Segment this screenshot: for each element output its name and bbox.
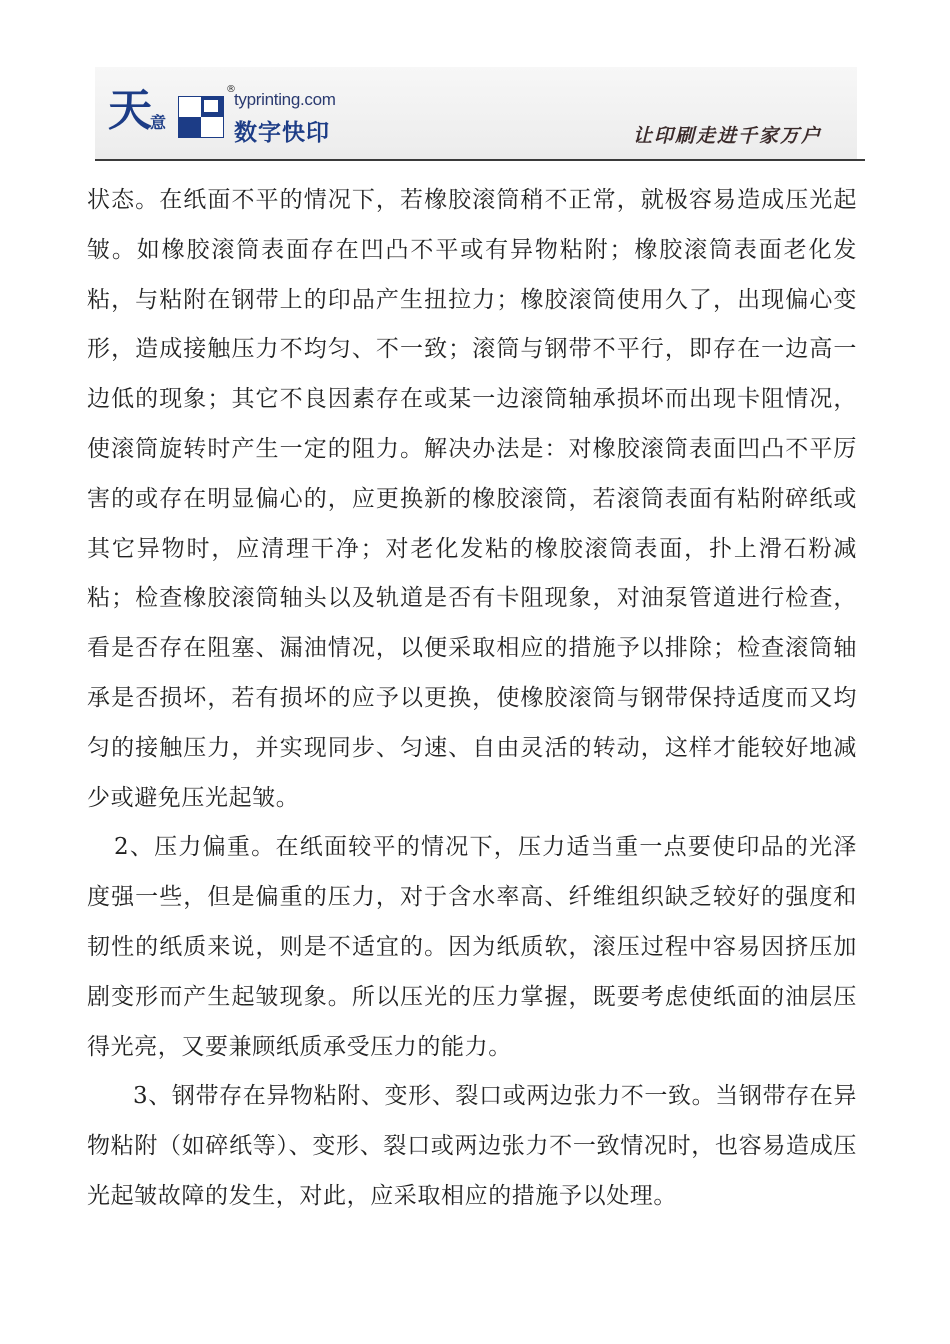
logo-url-text: typrinting.com <box>234 90 336 109</box>
registered-mark: ® <box>226 84 236 95</box>
body-paragraph: 2、压力偏重。在纸面较平的情况下，压力适当重一点要使印品的光泽度强一些，但是偏重的压力，对于含水率高、纤维组织缺乏较好的强度和韧性的纸质来说，则是不适宜的。因为纸质软，滚压过程中容易因挤压加剧变形而产生起皱现象。所以压光的压力掌握，既要考虑使纸面的油层压得光亮，又要兼顾纸质承受压力的能力。 <box>87 834 857 1060</box>
logo-checker-icon <box>178 96 224 138</box>
header-slogan: 让印刷走进千家万户 <box>633 125 823 147</box>
logo-yi-glyph: 意 <box>150 113 167 132</box>
body-paragraph: 状态。在纸面不平的情况下，若橡胶滚筒稍不正常，就极容易造成压光起皱。如橡胶滚筒表面存在凹凸不平或有异物粘附；橡胶滚筒表面老化发粘，与粘附在钢带上的印品产生扭拉力；橡胶滚筒使用久了，出现偏心变形，造成接触压力不均匀、不一致；滚筒与钢带不平行，即存在一边高一边低的现象；其它不良因素存在或某一边滚筒轴承损坏而出现卡阻情况，使滚筒旋转时产生一定的阻力。解决办法是：对橡胶滚筒表面凹凸不平厉害的或存在明显偏心的，应更换新的橡胶滚筒，若滚筒表面有粘附碎纸或其它异物时，应清理干净；对老化发粘的橡胶滚筒表面，扑上滑石粉减粘；检查橡胶滚筒轴头以及轨道是否有卡阻现象，对油泵管道进行检查，看是否存在阻塞、漏油情况，以便采取相应的措施予以排除；检查滚筒轴承是否损坏，若有损坏的应予以更换，使橡胶滚筒与钢带保持适度而又均匀的接触压力，并实现同步、匀速、自由灵活的转动，这样才能较好地减少或避免压光起皱。 <box>87 187 857 811</box>
brand-logo[interactable] <box>108 84 348 148</box>
logo-subtitle: 数字快印 <box>234 120 330 146</box>
logo-tian-glyph: 天 <box>108 85 152 136</box>
document-body <box>87 176 857 1222</box>
body-paragraph: 3、钢带存在异物粘附、变形、裂口或两边张力不一致。当钢带存在异物粘附（如碎纸等）、变形、裂口或两边张力不一致情况时，也容易造成压光起皱故障的发生，对此，应采取相应的措施予以处理。 <box>87 1083 857 1209</box>
header-divider <box>95 159 865 161</box>
